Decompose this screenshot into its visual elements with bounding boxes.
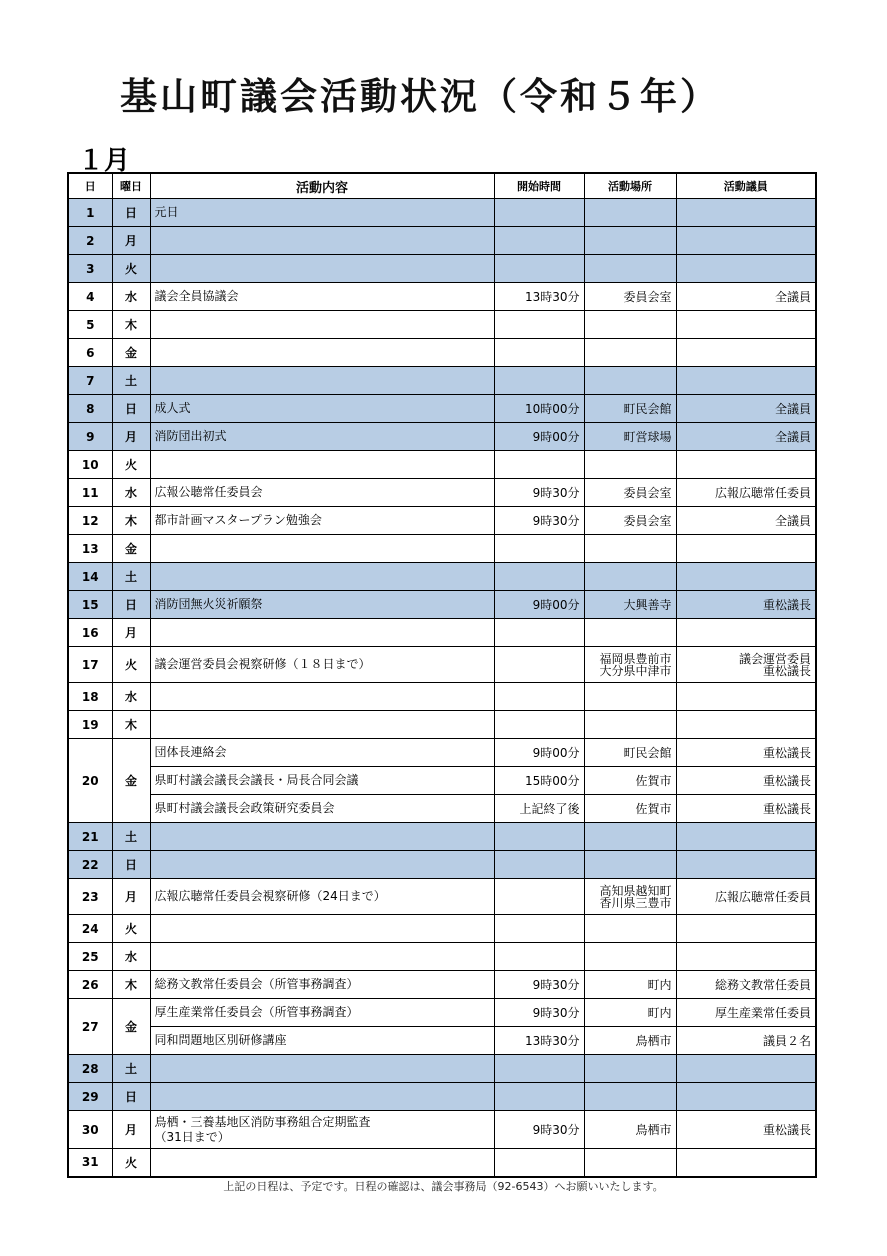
members-cell: 重松議長	[676, 591, 816, 619]
table-header-row	[68, 173, 816, 199]
weekday-cell: 金	[112, 739, 150, 823]
weekday-cell: 水	[112, 683, 150, 711]
time-cell: 9時30分	[494, 971, 584, 999]
place-line: 高知県越知町	[599, 883, 672, 898]
place-cell	[584, 683, 676, 711]
table-row	[68, 535, 816, 563]
month-heading: １月	[78, 146, 131, 176]
table-row	[68, 999, 816, 1027]
members-cell	[676, 683, 816, 711]
day-cell: 21	[68, 823, 112, 851]
place-cell	[584, 851, 676, 879]
place-cell: 町内	[584, 999, 676, 1027]
weekday-cell: 水	[112, 943, 150, 971]
day-cell: 8	[68, 395, 112, 423]
table-row	[68, 395, 816, 423]
page-title: 基山町議会活動状況（令和５年）	[120, 75, 720, 118]
activity-cell	[150, 367, 494, 395]
activity-cell	[150, 311, 494, 339]
day-cell: 27	[68, 999, 112, 1055]
table-row	[68, 943, 816, 971]
activity-cell	[150, 339, 494, 367]
day-cell: 29	[68, 1083, 112, 1111]
place-cell	[584, 535, 676, 563]
time-cell	[494, 255, 584, 283]
activity-cell	[150, 943, 494, 971]
time-cell	[494, 647, 584, 683]
activity-cell: 元日	[150, 199, 494, 227]
table-row	[68, 507, 816, 535]
time-cell: 9時00分	[494, 423, 584, 451]
activity-cell	[150, 915, 494, 943]
table-row	[68, 739, 816, 767]
place-cell	[584, 879, 676, 915]
header-place: 活動場所	[584, 173, 676, 199]
members-cell: 総務文教常任委員	[676, 971, 816, 999]
place-cell	[584, 915, 676, 943]
weekday-cell: 木	[112, 311, 150, 339]
table-row	[68, 1055, 816, 1083]
weekday-cell: 火	[112, 255, 150, 283]
header-time: 開始時間	[494, 173, 584, 199]
activity-cell: 消防団無火災祈願祭	[150, 591, 494, 619]
place-cell: 佐賀市	[584, 767, 676, 795]
table-row	[68, 283, 816, 311]
weekday-cell: 火	[112, 1149, 150, 1177]
place-cell: 大興善寺	[584, 591, 676, 619]
time-cell: 15時00分	[494, 767, 584, 795]
place-cell: 委員会室	[584, 283, 676, 311]
table-row	[68, 227, 816, 255]
day-cell: 4	[68, 283, 112, 311]
members-cell	[676, 647, 816, 683]
table-row	[68, 367, 816, 395]
time-cell	[494, 1055, 584, 1083]
members-cell	[676, 563, 816, 591]
day-cell: 22	[68, 851, 112, 879]
time-cell	[494, 943, 584, 971]
weekday-cell: 日	[112, 851, 150, 879]
weekday-cell: 土	[112, 1055, 150, 1083]
time-cell	[494, 915, 584, 943]
time-cell: 上記終了後	[494, 795, 584, 823]
time-cell	[494, 367, 584, 395]
activity-cell	[150, 563, 494, 591]
day-cell: 17	[68, 647, 112, 683]
header-day: 日	[68, 173, 112, 199]
day-cell: 26	[68, 971, 112, 999]
table-row	[68, 619, 816, 647]
activity-cell	[150, 1083, 494, 1111]
place-cell	[584, 823, 676, 851]
weekday-cell: 火	[112, 647, 150, 683]
place-cell: 町内	[584, 971, 676, 999]
table-row	[68, 479, 816, 507]
weekday-cell: 土	[112, 367, 150, 395]
members-cell	[676, 1083, 816, 1111]
activity-cell: 議会全員協議会	[150, 283, 494, 311]
table-row	[68, 563, 816, 591]
table-row	[68, 1149, 816, 1177]
members-cell: 重松議長	[676, 1111, 816, 1149]
day-cell: 10	[68, 451, 112, 479]
day-cell: 12	[68, 507, 112, 535]
table-row	[68, 971, 816, 999]
weekday-cell: 日	[112, 199, 150, 227]
table-row	[68, 339, 816, 367]
place-cell	[584, 1083, 676, 1111]
activity-cell	[150, 451, 494, 479]
activity-cell	[150, 227, 494, 255]
day-cell: 28	[68, 1055, 112, 1083]
header-activity: 活動内容	[150, 173, 494, 199]
time-cell: 9時00分	[494, 739, 584, 767]
day-cell: 16	[68, 619, 112, 647]
time-cell	[494, 851, 584, 879]
time-cell	[494, 535, 584, 563]
members-cell	[676, 943, 816, 971]
table-row	[68, 647, 816, 683]
activity-cell: 県町村議会議長会議長・局長合同会議	[150, 767, 494, 795]
members-cell: 広報広聴常任委員	[676, 879, 816, 915]
weekday-cell: 水	[112, 479, 150, 507]
day-cell: 25	[68, 943, 112, 971]
table-row	[68, 851, 816, 879]
place-cell	[584, 311, 676, 339]
table-row	[68, 683, 816, 711]
activity-cell: 厚生産業常任委員会（所管事務調査）	[150, 999, 494, 1027]
weekday-cell: 火	[112, 451, 150, 479]
time-cell	[494, 711, 584, 739]
time-cell	[494, 339, 584, 367]
weekday-cell: 月	[112, 1111, 150, 1149]
activity-cell: 都市計画マスタープラン勉強会	[150, 507, 494, 535]
day-cell: 15	[68, 591, 112, 619]
place-cell	[584, 563, 676, 591]
time-cell	[494, 683, 584, 711]
members-cell	[676, 851, 816, 879]
day-cell: 7	[68, 367, 112, 395]
members-cell	[676, 619, 816, 647]
place-line: 大分県中津市	[599, 663, 672, 678]
place-cell	[584, 647, 676, 683]
weekday-cell: 日	[112, 591, 150, 619]
activity-line: 鳥栖・三養基地区消防事務組合定期監査	[154, 1114, 371, 1129]
day-cell: 3	[68, 255, 112, 283]
time-cell: 13時30分	[494, 1027, 584, 1055]
day-cell: 20	[68, 739, 112, 823]
members-cell	[676, 915, 816, 943]
day-cell: 5	[68, 311, 112, 339]
table-row	[68, 795, 816, 823]
place-cell	[584, 255, 676, 283]
place-cell: 町民会館	[584, 395, 676, 423]
time-cell	[494, 619, 584, 647]
weekday-cell: 木	[112, 711, 150, 739]
time-cell	[494, 451, 584, 479]
members-cell: 重松議長	[676, 739, 816, 767]
time-cell: 10時00分	[494, 395, 584, 423]
weekday-cell: 月	[112, 423, 150, 451]
members-cell	[676, 823, 816, 851]
place-cell	[584, 367, 676, 395]
activity-cell	[150, 851, 494, 879]
members-cell: 全議員	[676, 423, 816, 451]
activity-cell	[150, 683, 494, 711]
weekday-cell: 金	[112, 339, 150, 367]
members-cell	[676, 711, 816, 739]
day-cell: 11	[68, 479, 112, 507]
table-row	[68, 1083, 816, 1111]
members-cell: 議員２名	[676, 1027, 816, 1055]
table-row	[68, 591, 816, 619]
schedule-table	[67, 172, 817, 1178]
time-cell: 9時30分	[494, 999, 584, 1027]
members-cell: 全議員	[676, 507, 816, 535]
place-cell	[584, 943, 676, 971]
table-row	[68, 767, 816, 795]
weekday-cell: 水	[112, 283, 150, 311]
activity-cell	[150, 535, 494, 563]
weekday-cell: 土	[112, 563, 150, 591]
day-cell: 24	[68, 915, 112, 943]
place-cell: 鳥栖市	[584, 1111, 676, 1149]
time-cell	[494, 1149, 584, 1177]
members-line: 重松議長	[762, 663, 811, 678]
activity-cell: 同和問題地区別研修講座	[150, 1027, 494, 1055]
weekday-cell: 金	[112, 535, 150, 563]
table-row	[68, 451, 816, 479]
members-cell	[676, 227, 816, 255]
place-cell	[584, 339, 676, 367]
members-cell	[676, 1149, 816, 1177]
members-cell: 重松議長	[676, 795, 816, 823]
activity-cell	[150, 619, 494, 647]
place-cell	[584, 1055, 676, 1083]
place-cell	[584, 227, 676, 255]
day-cell: 2	[68, 227, 112, 255]
weekday-cell: 日	[112, 395, 150, 423]
time-cell: 9時30分	[494, 479, 584, 507]
table-row	[68, 711, 816, 739]
day-cell: 31	[68, 1149, 112, 1177]
place-cell: 委員会室	[584, 507, 676, 535]
time-cell	[494, 227, 584, 255]
day-cell: 23	[68, 879, 112, 915]
table-row	[68, 311, 816, 339]
table-row	[68, 255, 816, 283]
header-members: 活動議員	[676, 173, 816, 199]
activity-cell	[150, 823, 494, 851]
activity-cell	[150, 255, 494, 283]
weekday-cell: 土	[112, 823, 150, 851]
members-cell: 全議員	[676, 283, 816, 311]
members-cell	[676, 311, 816, 339]
weekday-cell: 月	[112, 619, 150, 647]
table-row	[68, 915, 816, 943]
members-cell	[676, 199, 816, 227]
weekday-cell: 木	[112, 971, 150, 999]
activity-cell	[150, 1111, 494, 1149]
time-cell	[494, 823, 584, 851]
time-cell	[494, 1083, 584, 1111]
weekday-cell: 金	[112, 999, 150, 1055]
weekday-cell: 月	[112, 227, 150, 255]
day-cell: 14	[68, 563, 112, 591]
members-cell: 重松議長	[676, 767, 816, 795]
day-cell: 6	[68, 339, 112, 367]
members-cell	[676, 451, 816, 479]
table-row	[68, 1111, 816, 1149]
place-cell: 委員会室	[584, 479, 676, 507]
place-cell: 町民会館	[584, 739, 676, 767]
activity-cell: 総務文教常任委員会（所管事務調査）	[150, 971, 494, 999]
activity-cell	[150, 1149, 494, 1177]
activity-cell: 消防団出初式	[150, 423, 494, 451]
time-cell: 9時00分	[494, 591, 584, 619]
table-row	[68, 879, 816, 915]
place-cell: 佐賀市	[584, 795, 676, 823]
place-cell: 鳥栖市	[584, 1027, 676, 1055]
activity-cell: 議会運営委員会視察研修（１８日まで）	[150, 647, 494, 683]
time-cell	[494, 311, 584, 339]
place-line: 福岡県豊前市	[599, 651, 672, 666]
table-row	[68, 823, 816, 851]
place-cell	[584, 1149, 676, 1177]
activity-cell: 団体長連絡会	[150, 739, 494, 767]
header-weekday: 曜日	[112, 173, 150, 199]
members-cell	[676, 367, 816, 395]
day-cell: 19	[68, 711, 112, 739]
table-row	[68, 423, 816, 451]
day-cell: 13	[68, 535, 112, 563]
members-cell	[676, 255, 816, 283]
time-cell	[494, 199, 584, 227]
activity-cell	[150, 1055, 494, 1083]
time-cell: 9時30分	[494, 1111, 584, 1149]
time-cell	[494, 563, 584, 591]
members-cell	[676, 339, 816, 367]
weekday-cell: 火	[112, 915, 150, 943]
place-cell: 町営球場	[584, 423, 676, 451]
activity-cell: 県町村議会議長会政策研究委員会	[150, 795, 494, 823]
activity-cell: 広報広聴常任委員会視察研修（24日まで）	[150, 879, 494, 915]
members-cell: 全議員	[676, 395, 816, 423]
place-cell	[584, 619, 676, 647]
members-cell	[676, 1055, 816, 1083]
weekday-cell: 木	[112, 507, 150, 535]
place-cell	[584, 199, 676, 227]
activity-cell: 広報公聴常任委員会	[150, 479, 494, 507]
activity-cell	[150, 711, 494, 739]
weekday-cell: 日	[112, 1083, 150, 1111]
members-cell	[676, 535, 816, 563]
day-cell: 9	[68, 423, 112, 451]
weekday-cell: 月	[112, 879, 150, 915]
table-row	[68, 1027, 816, 1055]
members-cell: 厚生産業常任委員	[676, 999, 816, 1027]
day-cell: 30	[68, 1111, 112, 1149]
footer-note: 上記の日程は、予定です。日程の確認は、議会事務局（92-6543）へお願いいたします。	[223, 1180, 664, 1193]
members-line: 議会運営委員	[738, 651, 811, 666]
table-row	[68, 199, 816, 227]
time-cell	[494, 879, 584, 915]
activity-cell: 成人式	[150, 395, 494, 423]
day-cell: 18	[68, 683, 112, 711]
place-line: 香川県三豊市	[599, 895, 672, 910]
place-cell	[584, 711, 676, 739]
time-cell: 13時30分	[494, 283, 584, 311]
activity-line: （31日まで）	[154, 1129, 230, 1144]
members-cell: 広報広聴常任委員	[676, 479, 816, 507]
time-cell: 9時30分	[494, 507, 584, 535]
place-cell	[584, 451, 676, 479]
day-cell: 1	[68, 199, 112, 227]
